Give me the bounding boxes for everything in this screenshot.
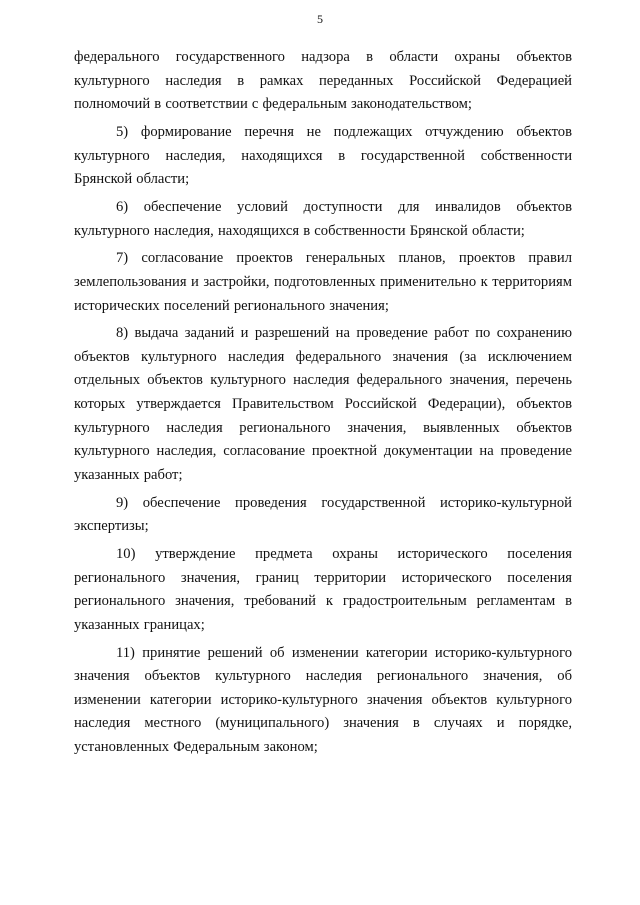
paragraph-continuation: федерального государственного надзора в области охраны объектов культурного наследия в рамках переданных Российской Федерацией полномочий в соответствии с федеральным законодательством; [74, 49, 572, 113]
paragraph-item-6: 6) обеспечение условий доступности для инвалидов объектов культурного наследия, находящихся в собственности Брянской области; [74, 198, 572, 239]
paragraph-item-5: 5) формирование перечня не подлежащих отчуждению объектов культурного наследия, находящихся в государственной собственности Брянской области; [74, 123, 572, 188]
paragraph-item-7: 7) согласование проектов генеральных планов, проектов правил землепользования и застройки, подготовленных применительно к территориям исторических поселений регионального значения; [74, 250, 572, 314]
paragraph-item-11: 11) принятие решений об изменении категории историко-культурного значения объектов культурного наследия регионального значения, об изменении категории историко-культурного значения объектов культурного наследия местного (муниципального) значения в случаях и порядке, установленных Федеральным законом; [74, 644, 572, 755]
paragraph-item-9: 9) обеспечение проведения государственной историко-культурной экспертизы; [74, 494, 572, 535]
page-number: 5 [317, 12, 323, 26]
document-body [74, 46, 572, 764]
paragraph-item-10: 10) утверждение предмета охраны исторического поселения регионального значения, границ территории исторического поселения регионального значения, требований к градостроительным регламентам в указанных границах; [74, 546, 572, 633]
paragraph-item-8: 8) выдача заданий и разрешений на проведение работ по сохранению объектов культурного наследия федерального значения (за исключением отдельных объектов культурного наследия федерального значения, перечень которых утверждается Правительством Российской Федерации), объектов культурного наследия регионального значения, выявленных объектов культурного наследия, согласование проектной документации на проведение указанных работ; [74, 325, 572, 483]
